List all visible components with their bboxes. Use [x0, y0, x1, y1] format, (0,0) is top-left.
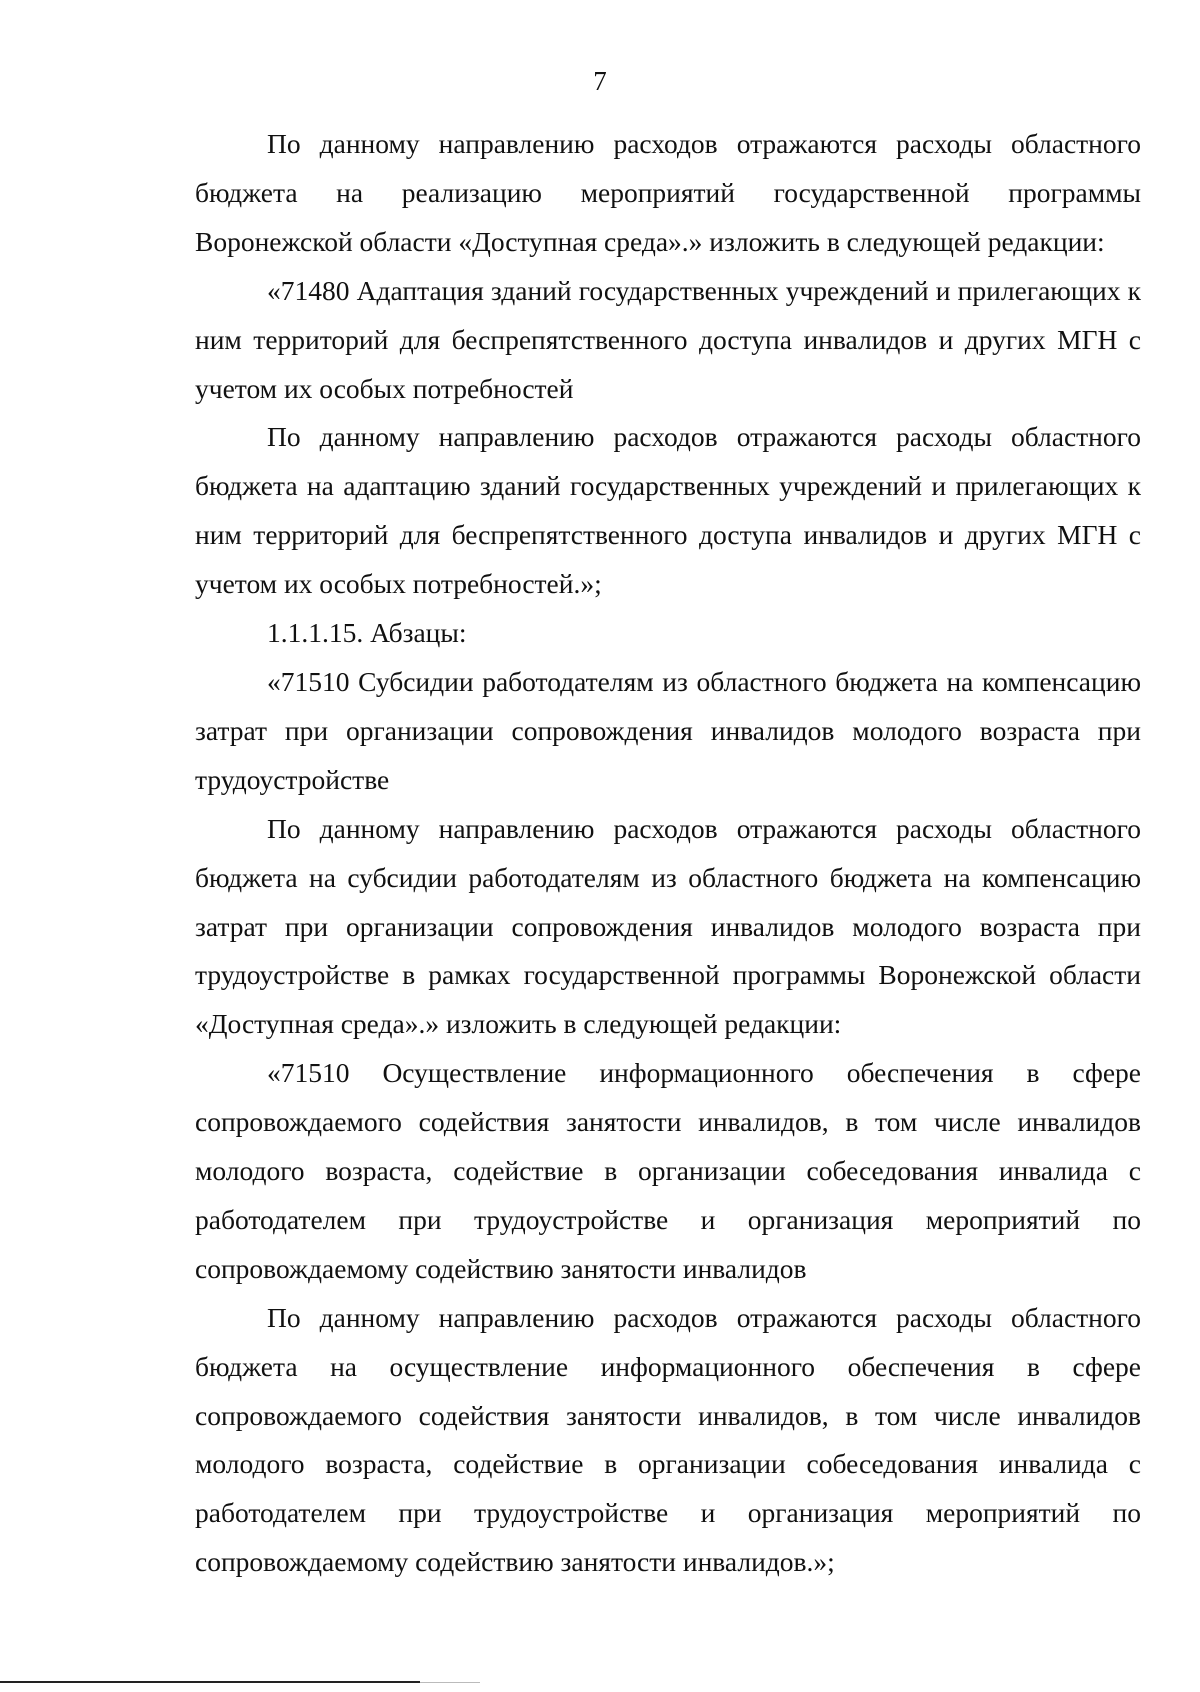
paragraph-3: По данному направлению расходов отражаются расходы областного бюджета на адаптацию зданий государственных учреждений и прилегающих к ним территорий для беспрепятственного доступа инвалидов и других МГН с учетом их особых потребностей.»; — [195, 421, 1141, 600]
paragraph-1: По данному направлению расходов отражаются расходы областного бюджета на реализацию мероприятий государственной программы Воронежской области «Доступная среда».» изложить в следующей редакции: — [195, 128, 1141, 257]
page-number: 7 — [593, 66, 607, 96]
bottom-scan-edge — [0, 1681, 420, 1683]
paragraph-2: «71480 Адаптация зданий государственных учреждений и прилегающих к ним территорий для беспрепятственного доступа инвалидов и других МГН с учетом их особых потребностей — [195, 274, 1141, 404]
document-body — [195, 120, 1141, 1587]
bottom-scan-edge-faint — [420, 1682, 480, 1683]
paragraph-4: 1.1.1.15. Абзацы: — [267, 617, 467, 649]
paragraph-5: «71510 Субсидии работодателям из областного бюджета на компенсацию затрат при организации сопровождения инвалидов молодого возраста при трудоустройстве — [195, 665, 1141, 795]
paragraph-7: «71510 Осуществление информационного обеспечения в сфере сопровождаемого содействия занятости инвалидов, в том числе инвалидов молодого возраста, содействие в организации собеседования инвалида с работодателем при трудоустройстве и организация мероприятий по сопровождаемому содействию занятости инвалидов — [195, 1057, 1141, 1284]
paragraph-8: По данному направлению расходов отражаются расходы областного бюджета на осуществление информационного обеспечения в сфере сопровождаемого содействия занятости инвалидов, в том числе инвалидов молодого возраста, содействие в организации собеседования инвалида с работодателем при трудоустройстве и организация мероприятий по сопровождаемому содействию занятости инвалидов.»; — [195, 1301, 1141, 1578]
paragraph-6: По данному направлению расходов отражаются расходы областного бюджета на субсидии работодателям из областного бюджета на компенсацию затрат при организации сопровождения инвалидов молодого возраста при трудоустройстве в рамках государственной программы Воронежской области «Доступная среда».» изложить в следующей редакции: — [195, 812, 1141, 1040]
